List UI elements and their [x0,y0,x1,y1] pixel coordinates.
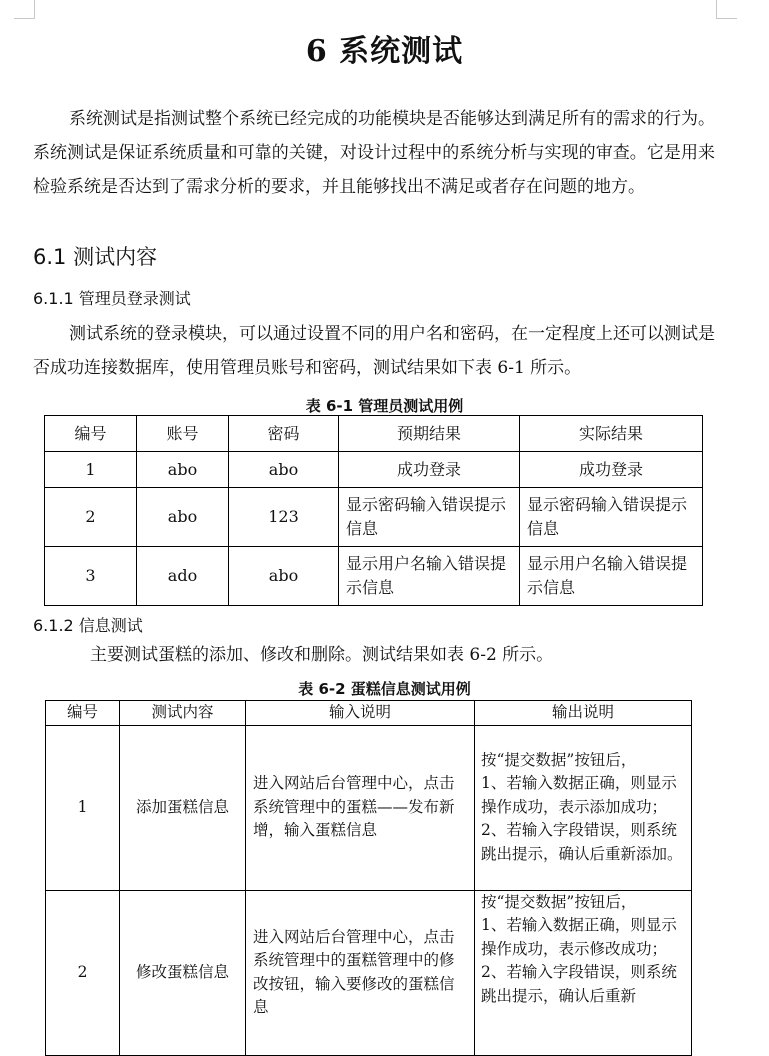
table-row [46,890,692,1055]
table-cell: 123 [229,488,339,547]
output-line: 1、若输入数据正确，则显示操作成功，表示添加成功； [481,774,677,816]
table-header-cell: 编号 [45,416,137,452]
table-row [46,725,692,890]
section-heading-6-1-1: 6.1.1 管理员登录测试 [33,289,191,308]
intro-paragraph [33,102,715,204]
table-header-cell: 预期结果 [339,416,520,452]
page-title: 6 系统测试 [305,34,464,69]
section-heading-6-1-2: 6.1.2 信息测试 [33,616,143,635]
table-header-cell: 账号 [137,416,229,452]
table-cell: 成功登录 [520,452,703,488]
table-cell: abo [137,488,229,547]
table1-caption: 表 6-1 管理员测试用例 [305,397,464,415]
paragraph-6-1-2: 主要测试蛋糕的添加、修改和删除。测试结果如表 6-2 所示。 [90,645,554,665]
paragraph-6-1-1 [33,317,715,385]
output-line: 2、若输入字段错误，则系统跳出提示，确认后重新添加。 [481,821,683,863]
cake-test-table [45,700,692,1056]
table-cell [475,725,692,890]
output-line: 1、若输入数据正确，则显示操作成功，表示修改成功； [481,916,677,958]
table-header-cell: 输入说明 [246,701,475,726]
table-row [45,547,703,606]
table-cell: 1 [46,725,120,890]
table-header-cell: 测试内容 [120,701,246,726]
table-header-row [46,701,692,726]
table-header-cell: 输出说明 [475,701,692,726]
table-cell: 2 [46,890,120,1055]
table-cell: ado [137,547,229,606]
table-header-row [45,416,703,452]
table-cell: 添加蛋糕信息 [120,725,246,890]
table-row [45,452,703,488]
table-cell [475,890,692,1055]
table-cell: 显示用户名输入错误提示信息 [339,547,520,606]
table-header-cell: 编号 [46,701,120,726]
table-cell: 3 [45,547,137,606]
table-cell: abo [229,547,339,606]
output-line: 按“提交数据”按钮后， [481,892,637,911]
table2-caption: 表 6-2 蛋糕信息测试用例 [298,680,471,698]
margin-mark-top-right [716,0,737,19]
table-cell: 成功登录 [339,452,520,488]
table-cell: 修改蛋糕信息 [120,890,246,1055]
output-line: 按“提交数据”按钮后， [481,750,637,769]
admin-test-table [44,415,703,606]
table-cell: 显示用户名输入错误提示信息 [520,547,703,606]
paragraph-6-1-1-text: 测试系统的登录模块，可以通过设置不同的用户名和密码，在一定程度上还可以测试是否成功连接数据库，使用管理员账号和密码，测试结果如下表 6-1 所示。 [33,324,715,378]
section-heading-6-1: 6.1 测试内容 [33,245,158,269]
table-cell: abo [137,452,229,488]
table-cell: 进入网站后台管理中心，点击系统管理中的蛋糕——发布新增，输入蛋糕信息 [246,725,475,890]
table-header-cell: 密码 [229,416,339,452]
table-row [45,488,703,547]
table-cell: abo [229,452,339,488]
table-cell: 进入网站后台管理中心，点击系统管理中的蛋糕管理中的修改按钮，输入要修改的蛋糕信息 [246,890,475,1055]
intro-text: 系统测试是指测试整个系统已经完成的功能模块是否能够达到满足所有的需求的行为。系统测试是保证系统质量和可靠的关键，对设计过程中的系统分析与实现的审查。它是用来检验系统是否达到了需求分析的要求，并且能够找出不满足或者存在问题的地方。 [33,109,715,197]
table-header-cell: 实际结果 [520,416,703,452]
table-cell: 显示密码输入错误提示信息 [339,488,520,547]
output-line: 2、若输入字段错误，则系统跳出提示，确认后重新 [481,963,677,1005]
table-cell: 显示密码输入错误提示信息 [520,488,703,547]
table-cell: 1 [45,452,137,488]
margin-mark-top-left [14,0,35,19]
table-cell: 2 [45,488,137,547]
